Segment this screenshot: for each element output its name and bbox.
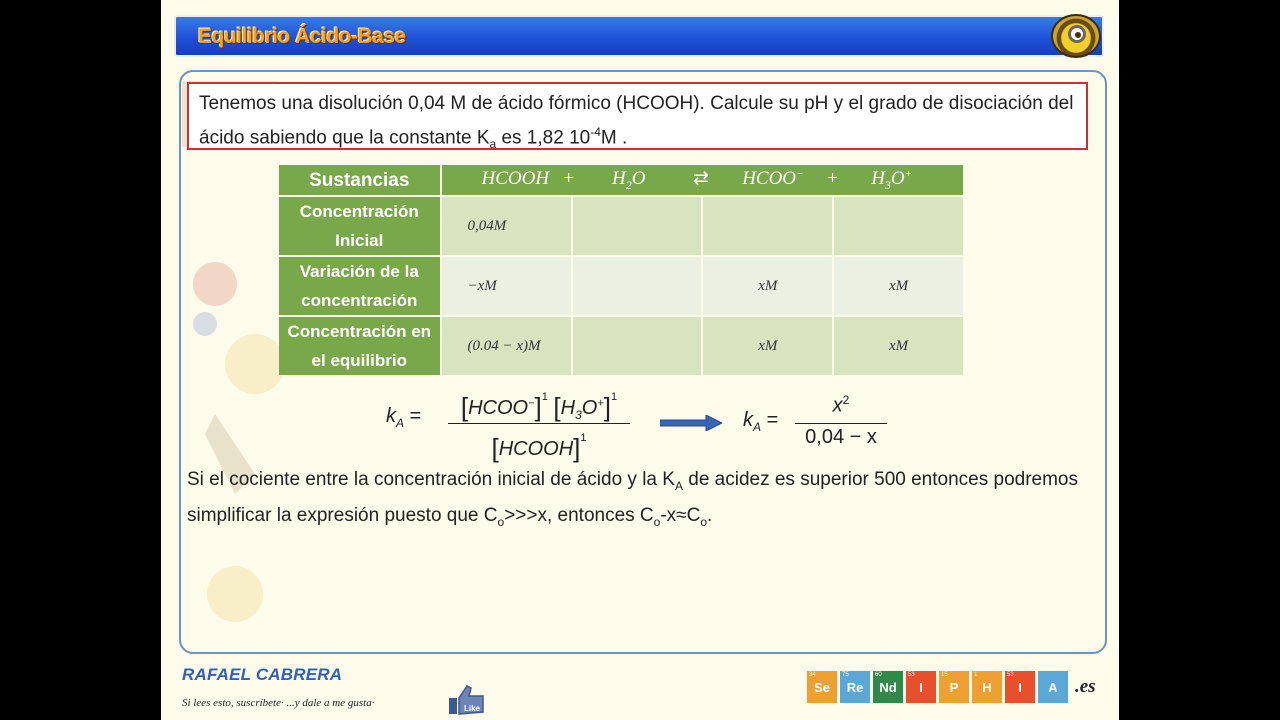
slide — [161, 0, 1119, 720]
svg-text:Like: Like — [464, 704, 481, 713]
element-symbol: Se — [814, 680, 830, 695]
ice-table — [277, 163, 965, 377]
table-cell — [834, 197, 963, 255]
ice-table-header-row — [279, 165, 963, 195]
element-symbol: I — [1018, 680, 1022, 695]
element-tile — [840, 671, 870, 703]
problem-statement: Tenemos una disolución 0,04 M de ácido fórmico (HCOOH). Calcule su pH y el grado de disociación del ácido sabiendo que la constante $K_a$ es 1,82 $10^{-4}M$ . — [187, 82, 1088, 150]
simplified-fraction: $x^2$ 0,04 − x — [795, 393, 887, 449]
table-cell — [703, 197, 832, 255]
ka-symbol: $k_A$ = — [386, 405, 422, 430]
table-cell: xM — [703, 257, 832, 315]
table-cell: xM — [703, 317, 832, 375]
element-tile — [906, 671, 936, 703]
element-number: 34 — [809, 672, 816, 678]
element-number: 53 — [1007, 672, 1014, 678]
element-tile — [807, 671, 837, 703]
header-bar — [174, 15, 1104, 57]
ka-numerator: [HCOO−]$^1$ $[H_3O^+]^1$ — [460, 391, 618, 422]
reaction-equation: HCOOH + $H_2O$ ⇄ HCOO− + $H_3O^+$ — [442, 165, 963, 195]
table-cell: xM — [834, 317, 963, 375]
element-tile — [1005, 671, 1035, 703]
row-label: Concentración Inicial — [279, 197, 440, 255]
element-tile — [939, 671, 969, 703]
equilibrium-constant-expression — [386, 383, 636, 463]
row-label: Variación de la concentración — [279, 257, 440, 315]
tagline: Si lees esto, suscríbete· ...y dale a me gusta· — [182, 697, 375, 709]
element-tile — [1038, 671, 1068, 703]
element-symbol: I — [919, 680, 923, 695]
ka-denominator: [HCOOH]$^1$ — [491, 432, 587, 463]
simplified-ka-expression: $k_A$ = $x^2$ 0,04 − x — [743, 393, 903, 463]
table-cell — [573, 257, 702, 315]
like-thumb-icon[interactable] — [447, 684, 487, 716]
element-number: 1 — [974, 672, 978, 678]
table-cell — [573, 197, 702, 255]
table-cell: −xM — [442, 257, 571, 315]
element-tile — [873, 671, 903, 703]
element-symbol: H — [982, 680, 992, 695]
element-number: 60 — [875, 672, 882, 678]
table-cell — [573, 317, 702, 375]
equilibrium-arrow-icon: ⇄ — [693, 168, 709, 190]
author-name: RAFAEL CABRERA — [182, 665, 343, 684]
element-symbol: Nd — [879, 680, 897, 695]
element-number: 15 — [941, 672, 948, 678]
element-number: 75 — [842, 672, 849, 678]
element-symbol: P — [949, 680, 959, 695]
right-arrow-icon — [660, 415, 722, 431]
element-symbol: A — [1048, 680, 1058, 695]
table-row — [279, 197, 963, 255]
periodic-elements-logo — [807, 671, 1068, 703]
element-tile — [972, 671, 1002, 703]
slide-title: Equilibrio Ácido-Base — [198, 25, 406, 48]
table-row — [279, 317, 963, 375]
minion-logo-icon — [1051, 14, 1101, 58]
ka-fraction — [444, 383, 634, 464]
table-cell: xM — [834, 257, 963, 315]
table-cell: 0,04M — [442, 197, 571, 255]
element-number: 53 — [908, 672, 915, 678]
table-row — [279, 257, 963, 315]
element-symbol: Re — [846, 680, 864, 695]
domain-suffix: .es — [1075, 676, 1096, 697]
explanation-paragraph: Si el cociente entre la concentración inicial de ácido y la $K_A$ de acidez es superior 500 entonces podremos simplificar la expresión puesto que $C_o>>>x$, entonces $C_o-x\approx C_o$. — [187, 469, 1078, 529]
sustancias-header: Sustancias — [279, 165, 440, 195]
row-label: Concentración en el equilibrio — [279, 317, 440, 375]
table-cell: (0.04 − x)M — [442, 317, 571, 375]
